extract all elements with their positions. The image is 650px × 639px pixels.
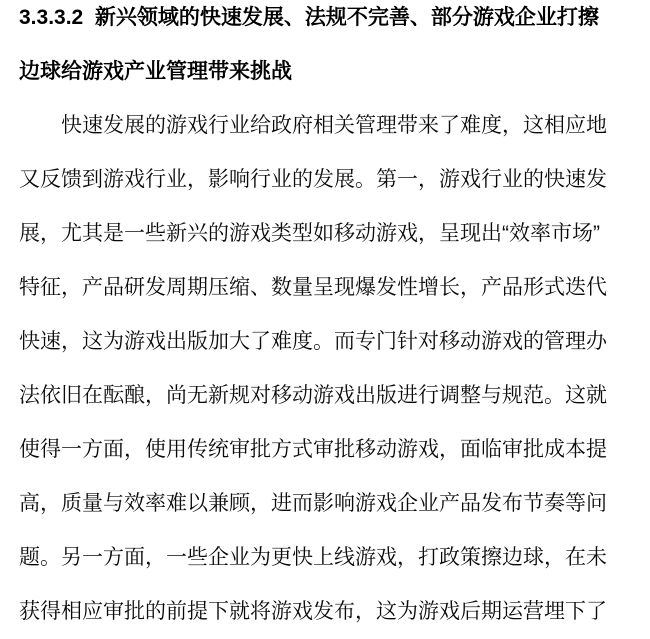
paragraph-line: 获得相应审批的前提下就将游戏发布，这为游戏后期运营埋下了 (19, 600, 607, 623)
paragraph-line: 题。另一方面，一些企业为更快上线游戏，打政策擦边球，在未 (19, 546, 607, 569)
section-heading (19, 0, 639, 99)
section-heading-line-1: 3.3.3.2 新兴领域的快速发展、法规不完善、部分游戏企业打擦 (19, 6, 599, 29)
paragraph-line: 特征，产品研发周期压缩、数量呈现爆发性增长，产品形式迭代 (19, 276, 607, 299)
paragraph-line: 快速发展的游戏行业给政府相关管理带来了难度，这相应地 (61, 114, 607, 137)
body-paragraph (19, 99, 639, 639)
section-heading-line-2: 边球给游戏产业管理带来挑战 (19, 60, 292, 83)
paragraph-line: 使得一方面，使用传统审批方式审批移动游戏，面临审批成本提 (19, 438, 607, 461)
paragraph-line: 法依旧在酝酿，尚无新规对移动游戏出版进行调整与规范。这就 (19, 384, 607, 407)
document-page (19, 0, 639, 639)
paragraph-line: 又反馈到游戏行业，影响行业的发展。第一，游戏行业的快速发 (19, 168, 607, 191)
paragraph-line: 高，质量与效率难以兼顾，进而影响游戏企业产品发布节奏等问 (19, 492, 607, 515)
paragraph-line: 快速，这为游戏出版加大了难度。而专门针对移动游戏的管理办 (19, 330, 607, 353)
paragraph-line: 展，尤其是一些新兴的游戏类型如移动游戏，呈现出“效率市场” (19, 222, 600, 245)
